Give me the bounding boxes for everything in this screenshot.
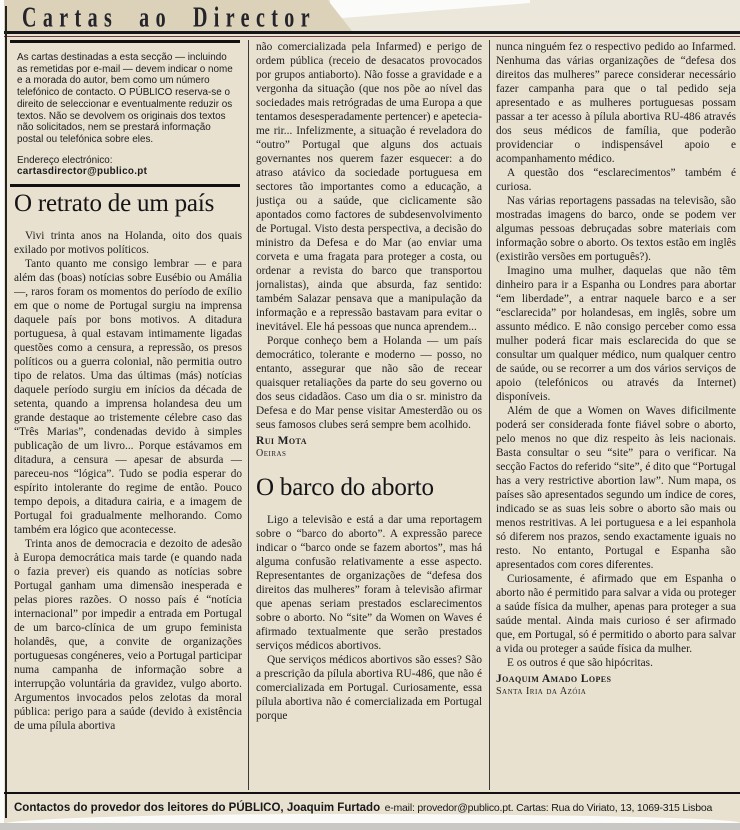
paragraph: Nas várias reportagens passadas na televisão, são mostradas imagens do barco, onde se podem ver algumas pessoas debruçadas sobre materiais com informação sobre o aborto. Os textos estão em inglês (existirão versões em português?).: [496, 195, 736, 263]
paragraph: Trinta anos de democracia e dezoito de adesão à Europa democrática mais tarde (e quando nada o fazia prever) eis quando as notícias sobre Portugal ganham uma dimensão inesperada e pelas piores razões. O nosso país é “notícia internacional” por impedir a entrada em Portugal de um barco-clínica de um grupo feminista holandês, que, a convite de organizações portuguesas congéneres, veio a Portugal participar numa campanha de informação sobre a interrupção voluntária da gravidez, vulgo aborto. Argumentos invocados pelos zelotas da moral pública: perigo para a saúde (devido à existência de uma pílula abortiva: [14, 538, 242, 732]
paragraph: Tanto quanto me consigo lembrar — e para além das (boas) notícias sobre Eusébio ou Amália —, raros foram os momentos do período de exílio em que o nome de Portugal surgiu na imprensa daquele país por bons motivos. A ditadura portuguesa, à qual estavam intimamente ligadas questões como a censura, a repressão, os presos políticos ou a guerra colonial, não permitia outro tipo de relatos. Uma das últimas (más) notícias daquele período surgiu em inícios da década de setenta, quando a imprensa holandesa deu um grande destaque ao tristemente célebre caso das “Três Marias”, condenadas devido à simples publicação de um livro... Porque estávamos em ditadura, a censura — apesar de absurda — pareceu-nos “lógica”. Tudo se podia esperar do espírito intolerante do regime de então. Pouco tempo depois, a ditadura cairia, e a imagem de Portugal foi gradualmente melhorando. Como também era lógico que acontecesse.: [14, 258, 242, 536]
scan-background-strip: [0, 823, 740, 830]
column-right: [496, 40, 736, 792]
contacts-rule: [4, 792, 740, 794]
contacts-label: Contactos do provedor dos leitores do PÚBLICO, Joaquim Furtado: [14, 802, 381, 814]
paragraph: A questão dos “esclarecimentos” também é curiosa.: [496, 167, 736, 193]
column-left: [14, 40, 242, 792]
column-rule-left: [248, 40, 249, 790]
masthead-rule: [4, 31, 740, 37]
letter-2-text-part-2: [496, 40, 736, 670]
headline-barco-do-aborto: O barco do aborto: [256, 474, 434, 501]
column-middle: [256, 40, 482, 792]
letter-2-signature-block: [496, 673, 736, 698]
headline-retrato-de-um-pais: O retrato de um país: [14, 190, 215, 217]
email-address: cartasdirector@publico.pt: [17, 166, 148, 178]
paragraph: nunca ninguém fez o respectivo pedido ao Infarmed. Nenhuma das várias organizações de “defesa dos direitos das mulheres” parece considerar necessário fazer campanha para que o tal pedido seja apresentado e as mulheres portuguesas possam passar a ter acesso à pílula abortiva RU-486 através dos seus médicos de família, que poderão providenciar o indispensável apoio e acompanhamento médico.: [496, 41, 736, 165]
contacts-details: e-mail: provedor@publico.pt. Cartas: Rua do Viriato, 13, 1069-315 Lisboa: [384, 802, 713, 814]
paragraph: Vivi trinta anos na Holanda, oito dos quais exilado por motivos políticos.: [14, 230, 242, 256]
paragraph: Porque conheço bem a Holanda — um país democrático, tolerante e moderno — posso, no entanto, assegurar que não são de recear quaisquer retaliações da parte do seu governo ou dos seus cidadãos. Caso um dia o sr. ministro da Defesa e do Mar pense visitar Amesterdão ou os seus famosos clubes será sempre bem acolhido.: [256, 335, 482, 431]
paragraph: Que serviços médicos abortivos são esses? São a prescrição da pílula abortiva RU-486, que não é comercializada em Portugal. Curiosamente, essa pílula abortiva não é comercializada em Portugal porque: [256, 654, 482, 722]
policy-text: As cartas destinadas a esta secção — incluindo as remetidas por e-mail — devem indicar o nome e a morada do autor, bem como um número telefónico de contacto. O PÚBLICO reserva-se o direito de seleccionar e eventualmente reduzir os textos. Não se devolvem os originais dos textos não solicitados, nem se prestará informação postal ou telefónica sobre eles.: [17, 52, 233, 145]
newspaper-clipping: [4, 0, 740, 824]
letter-1-text-part-2: [256, 40, 482, 432]
letter-1-text-part-1: [14, 229, 242, 733]
paragraph: Curiosamente, é afirmado que em Espanha o aborto não é permitido para salvar a vida ou proteger a saúde física da mulher, apenas para proteger a sua saúde mental. Ainda mais curioso é ser afirmado que, em Portugal, só é permitido o aborto para salvar a vida ou proteger a saúde física da mulher.: [496, 573, 736, 655]
letter-2-text-part-1: [256, 513, 482, 723]
letter-1-signature-block: [256, 435, 482, 460]
clipping-left-border: [5, 6, 7, 818]
section-title: Cartas ao Director: [22, 3, 316, 34]
paragraph: Imagino uma mulher, daquelas que não têm dinheiro para ir a Espanha ou Londres para abortar “em liberdade”, a entrar naquele barco e a ser “esclarecida” por holandesas, em inglês, sobre um assunto médico. E não consigo perceber como essa mulher poderá ficar mais esclarecida do que se consultar um qualquer médico, num qualquer centro de saúde, ou se recorrer a um dos vários serviços de apoio (telefónicos ou através da Internet) disponíveis.: [496, 265, 736, 403]
paragraph: Além de que a Women on Waves dificilmente poderá ser considerada fonte fiável sobre o aborto, pelo menos no que diz respeito às leis nacionais. Basta consultar o seu “site” para o verificar. Na secção Factos do referido “site”, é dito que “Portugal has a very restrictive abortion law”. Num mapa, os países são apresentados segundo um índice de cores, indicado se as suas leis sobre o aborto são mais ou menos restritivas. A lei portuguesa e a lei espanhola só diferem nos prazos, sendo exactamente iguais no resto. No entanto, Portugal e Espanha são apresentados com cores diferentes.: [496, 405, 736, 571]
signature-name: Joaquim Amado Lopes: [496, 673, 612, 685]
column-rule-right: [489, 40, 490, 790]
paragraph: E os outros é que são hipócritas.: [507, 657, 653, 669]
signature-name: Rui Mota: [256, 435, 307, 447]
email-label: Endereço electrónico:: [17, 154, 113, 166]
paragraph: Ligo a televisão e está a dar uma reportagem sobre o “barco do aborto”. A expressão parece indicar o “barco onde se fazem abortos”, mas há alguma confusão relativamente a esse aspecto. Representantes de organizações de “defesa dos direitos das mulheres” foram à televisão afirmar que apenas seriam prestados esclarecimentos sobre o aborto. No “site” da Women on Waves é afirmado textualmente que serão prestados serviços médicos abortivos.: [256, 514, 482, 652]
signature-location: Oeiras: [256, 448, 287, 459]
signature-location: Santa Iria da Azóia: [496, 686, 587, 697]
paragraph: não comercializada pela Infarmed) e perigo de ordem pública (receio de desacatos provocados por grupos antiaborto). Não fosse a gravidade e a vergonha da situação (que nos põe ao nível das sociedades mais retrógradas de uma Europa a que tentamos desesperadamente pertencer) e apetecia-me rir... Infelizmente, a situação é reveladora do “outro” Portugal que alguns dos actuais governantes nos querem fazer esquecer: a do atraso atávico da sociedade portuguesa em sectores tão importantes como a educação, a justiça ou a saúde, que ciclicamente são apontados como factores de subdesenvolvimento de Portugal. Visto desta perspectiva, a decisão do ministro da Defesa e do Mar (ao enviar uma corveta e uma fragata para proteger a costa, ou ordenar a revista do barco que transportou jornalistas), ainda que absurda, faz sentido: também Salazar pensava que a manipulação da informação e a repressão bastavam para evitar o inevitável. Ele há pessoas que nunca aprendem...: [256, 41, 482, 333]
